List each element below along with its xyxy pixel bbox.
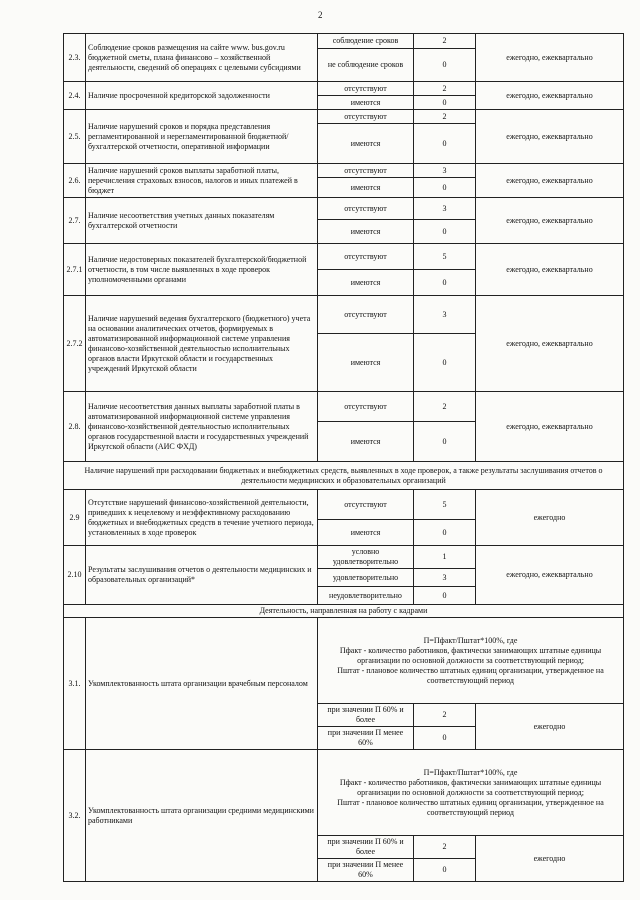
criterion-score: 0 [414,178,476,198]
row-number: 3.2. [64,750,86,882]
table-row [64,546,624,569]
row-frequency: ежегодно, ежеквартально [476,546,624,605]
row-frequency: ежегодно [476,836,624,882]
criterion-label: отсутствуют [318,244,414,270]
page-number: 2 [318,10,323,20]
row-number: 2.9 [64,490,86,546]
formula-fact: Пфакт - количество работников, фактически занимающих штатные единицы организации по основной должности за соответствующий период; [339,777,602,797]
row-number: 2.4. [64,82,86,110]
criterion-score: 0 [414,334,476,392]
table-row [64,750,624,836]
criterion-score: 5 [414,244,476,270]
section-header: Деятельность, направленная на работу с кадрами [64,605,624,618]
criterion-label: имеются [318,124,414,164]
table-row [64,296,624,334]
criterion-label: при значении П 60% и более [318,836,414,859]
row-description: Наличие недостоверных показателей бухгалтерской/бюджетной отчетности, в том числе выявленных в ходе проверок уполномоченными органами [86,244,318,296]
criterion-label: имеются [318,520,414,546]
formula-shtat: Пштат - плановое количество штатных единиц организации, утвержденное на соответствующий период [337,797,604,817]
formula-cell [318,618,624,704]
row-description: Соблюдение сроков размещения на сайте www. bus.gov.ru бюджетной сметы, плана финансово – хозяйственной деятельности, сведений об операциях с целевыми субсидиями [86,34,318,82]
criterion-label: отсутствуют [318,198,414,220]
criterion-label: имеются [318,422,414,462]
criterion-label: при значении П менее 60% [318,859,414,882]
criterion-label: при значении П 60% и более [318,704,414,727]
section-header: Наличие нарушений при расходовании бюджетных и внебюджетных средств, выявленных в ходе проверок, а также результаты заслушивания отчетов о деятельности медицинских и образовательных организаций [64,462,624,490]
criterion-score: 0 [414,49,476,82]
row-number: 2.7.1 [64,244,86,296]
criterion-score: 0 [414,520,476,546]
table-row [64,198,624,220]
formula-fact: Пфакт - количество работников, фактически занимающих штатные единицы организации по основной должности за соответствующий период; [339,645,602,665]
table-row [64,490,624,520]
row-frequency: ежегодно [476,490,624,546]
criterion-label: отсутствуют [318,296,414,334]
table-row [64,82,624,96]
criterion-score: 3 [414,198,476,220]
row-description: Наличие нарушений ведения бухгалтерского (бюджетного) учета на основании аналитических отчетов, формируемых в автоматизированной информационной системе управления финансово-хозяйственной деятельностью исполнительных органов власти Иркутской области и государственных учреждений Иркутской области [86,296,318,392]
criterion-label: имеются [318,334,414,392]
formula-shtat: Пштат - плановое количество штатных единиц организации, утвержденное на соответствующий период [337,665,604,685]
criterion-label: отсутствуют [318,82,414,96]
criterion-score: 2 [414,82,476,96]
criterion-label: при значении П менее 60% [318,727,414,750]
row-frequency: ежегодно, ежеквартально [476,110,624,164]
row-number: 2.7.2 [64,296,86,392]
criterion-label: отсутствуют [318,490,414,520]
row-description: Отсутствие нарушений финансово-хозяйственной деятельности, приведших к нецелевому и неэффективному расходованию бюджетных и внебюджетных средств в течение учетного периода, установленных в ходе проверок [86,490,318,546]
table-row [64,244,624,270]
table-row [64,392,624,422]
row-description: Укомплектованность штата организации врачебным персоналом [86,618,318,750]
table-row [64,164,624,178]
row-description: Результаты заслушивания отчетов о деятельности медицинских и образовательных организаций* [86,546,318,605]
criterion-score: 2 [414,704,476,727]
row-frequency: ежегодно, ежеквартально [476,296,624,392]
row-number: 2.6. [64,164,86,198]
criterion-score: 2 [414,110,476,124]
table-row [64,618,624,704]
criterion-score: 3 [414,164,476,178]
row-description: Наличие нарушений сроков и порядка представления регламентированной и нерегламентированной бюджетной/бухгалтерской отчетности, оперативной информации [86,110,318,164]
criterion-score: 0 [414,587,476,605]
criterion-score: 0 [414,220,476,244]
row-number: 2.3. [64,34,86,82]
row-frequency: ежегодно, ежеквартально [476,164,624,198]
criterion-score: 0 [414,270,476,296]
criterion-score: 0 [414,124,476,164]
criterion-score: 2 [414,392,476,422]
criterion-score: 0 [414,727,476,750]
row-number: 2.5. [64,110,86,164]
row-frequency: ежегодно, ежеквартально [476,82,624,110]
row-description: Наличие несоответствия данных выплаты заработной платы в автоматизированной информационной системе управления финансово-хозяйственной деятельностью исполнительных органов государственной власти и государственных учреждений Иркутской области (АИС ФХД) [86,392,318,462]
formula-text: П=Пфакт/Пштат*100%, где [423,635,518,645]
criterion-score: 0 [414,96,476,110]
formula-cell [318,750,624,836]
formula-text: П=Пфакт/Пштат*100%, где [423,767,518,777]
row-description: Наличие несоответствия учетных данных показателям бухгалтерской отчетности [86,198,318,244]
row-frequency: ежегодно, ежеквартально [476,244,624,296]
criterion-label: отсутствуют [318,110,414,124]
row-frequency: ежегодно, ежеквартально [476,34,624,82]
row-frequency: ежегодно [476,704,624,750]
row-description: Наличие нарушений сроков выплаты заработной платы, перечисления страховых взносов, налогов и иных платежей в бюджет [86,164,318,198]
criterion-label: отсутствуют [318,392,414,422]
row-frequency: ежегодно, ежеквартально [476,392,624,462]
criterion-label: удовлетворительно [318,569,414,587]
criterion-score: 2 [414,34,476,49]
section-header-row [64,462,624,490]
criterion-score: 3 [414,569,476,587]
section-header-row [64,605,624,618]
criterion-label: имеются [318,178,414,198]
criterion-score: 1 [414,546,476,569]
criterion-label: неудовлетворительно [318,587,414,605]
criterion-score: 2 [414,836,476,859]
criterion-score: 0 [414,422,476,462]
row-number: 2.10 [64,546,86,605]
row-description: Наличие просроченной кредиторской задолженности [86,82,318,110]
criterion-label: имеются [318,96,414,110]
criteria-table [63,33,624,882]
criterion-label: имеются [318,270,414,296]
row-number: 3.1. [64,618,86,750]
row-frequency: ежегодно, ежеквартально [476,198,624,244]
row-number: 2.7. [64,198,86,244]
criterion-label: отсутствуют [318,164,414,178]
criterion-score: 3 [414,296,476,334]
criterion-score: 5 [414,490,476,520]
table-row [64,34,624,49]
row-description: Укомплектованность штата организации средними медицинскими работниками [86,750,318,882]
criterion-label: условно удовлетворительно [318,546,414,569]
row-number: 2.8. [64,392,86,462]
criterion-label: не соблюдение сроков [318,49,414,82]
criterion-label: имеются [318,220,414,244]
criterion-score: 0 [414,859,476,882]
table-row [64,110,624,124]
criterion-label: соблюдение сроков [318,34,414,49]
